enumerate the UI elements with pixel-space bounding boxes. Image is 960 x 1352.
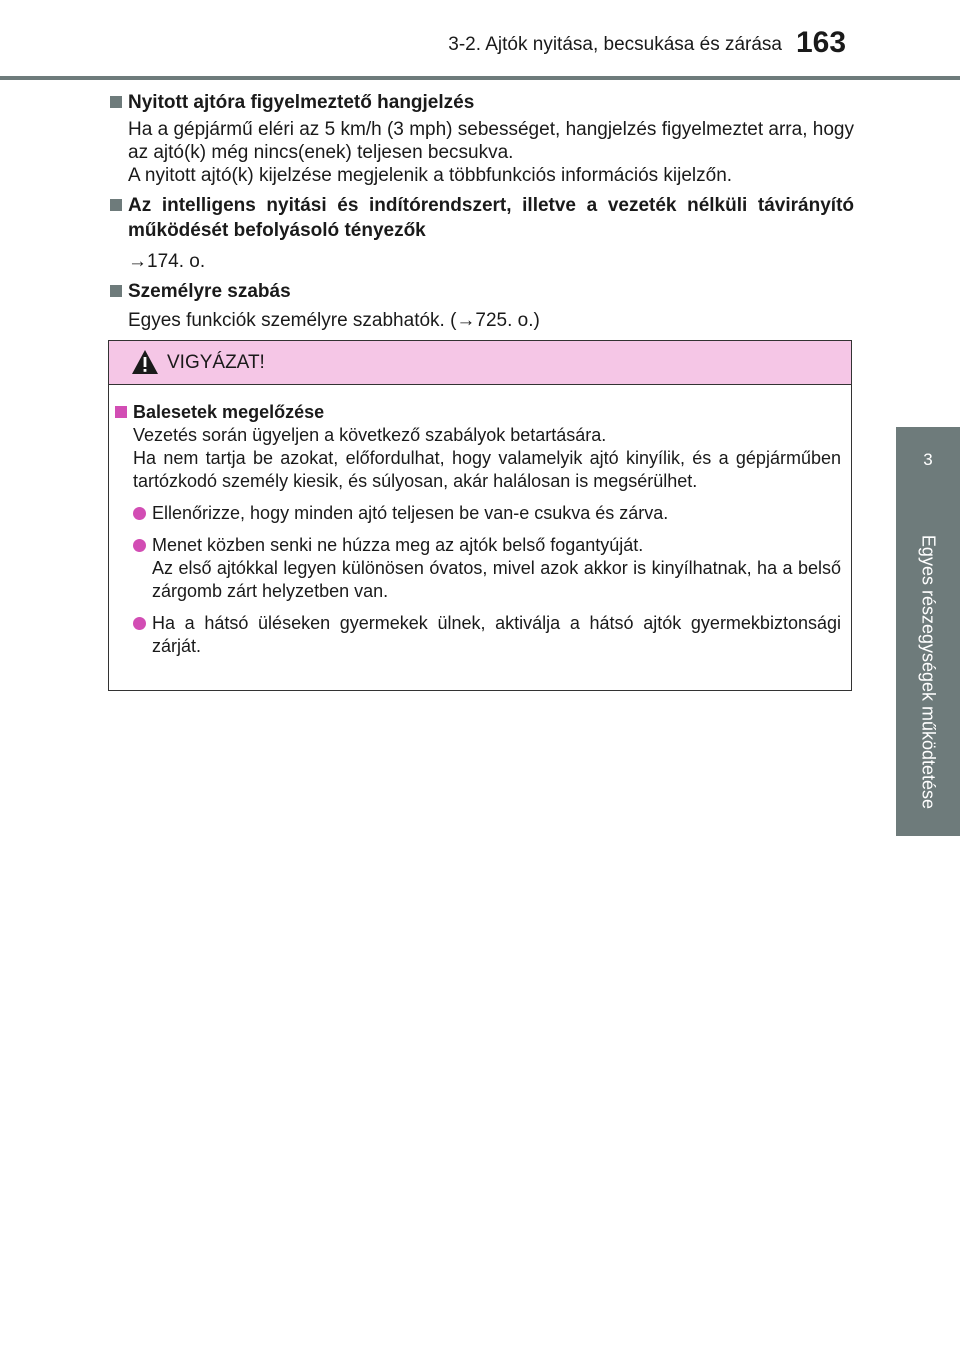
square-bullet-icon [110, 96, 122, 108]
page-number: 163 [796, 26, 847, 59]
paragraph: Egyes funkciók személyre szabhatók. (→725. o.) [128, 310, 540, 331]
round-bullet-icon [133, 539, 146, 552]
section-smart-entry [108, 193, 854, 273]
caution-header [109, 341, 851, 385]
paragraph: Vezetés során ügyeljen a következő szabályok betartására. [133, 425, 607, 445]
page-reference[interactable]: →174. o. [128, 251, 206, 272]
paragraph: Ha nem tartja be azokat, előfordulhat, hogy valamelyik ajtó kinyílik, és a gépjárműben tartózkodó személy kiesik, és súlyosan, akár halálosan is megsérülhet. [133, 448, 841, 491]
bullet-text: Az első ajtókkal legyen különösen óvatos, mivel azok akkor is kinyílhatnak, ha a belső zárgomb zárt helyzetben van. [152, 558, 841, 601]
chapter-side-label: Egyes részegységek működtetése [918, 534, 939, 810]
bullet-text: Ha a hátsó üléseken gyermekek ülnek, aktiválja a hátsó ajtók gyermekbiztonsági zárját. [152, 613, 841, 656]
square-bullet-icon [110, 285, 122, 297]
section-heading-text: Az intelligens nyitási és indítórendszert, illetve a vezeték nélküli távirányító működését befolyásoló tényezők [128, 195, 854, 241]
paragraph: A nyitott ajtó(k) kijelzése megjelenik a többfunkciós információs kijelzőn. [128, 165, 733, 186]
section-body [108, 250, 854, 273]
section-heading [108, 279, 854, 304]
square-bullet-icon [110, 199, 122, 211]
main-content [108, 90, 854, 338]
caution-heading [115, 400, 841, 424]
list-item [133, 534, 841, 603]
paragraph: Ha a gépjármű eléri az 5 km/h (3 mph) sebességet, hangjelzés figyelmeztet arra, hogy az ajtó(k) még nincs(enek) teljesen becsukva. [128, 119, 854, 163]
warning-triangle-icon [131, 349, 159, 375]
round-bullet-icon [133, 617, 146, 630]
caution-text [115, 424, 841, 658]
bullet-text-group [152, 534, 841, 603]
caution-heading-text: Balesetek megelőzése [133, 402, 325, 422]
bullet-text: Ellenőrizze, hogy minden ajtó teljesen be van-e csukva és zárva. [152, 503, 669, 523]
section-heading [108, 90, 854, 115]
section-customization [108, 279, 854, 332]
chapter-number: 3 [923, 450, 933, 469]
section-body [108, 118, 854, 187]
caution-body [109, 385, 851, 658]
section-heading-text: Személyre szabás [128, 281, 291, 302]
caution-box [108, 340, 852, 691]
header-divider [0, 76, 960, 80]
section-heading [108, 193, 854, 243]
bullet-text: Menet közben senki ne húzza meg az ajtók belső fogantyúját. [152, 535, 644, 555]
list-item [133, 612, 841, 658]
chapter-title: 3-2. Ajtók nyitása, becsukása és zárása [448, 34, 782, 55]
list-item [133, 502, 841, 525]
section-door-warning [108, 90, 854, 187]
round-bullet-icon [133, 507, 146, 520]
section-heading-text: Nyitott ajtóra figyelmeztető hangjelzés [128, 92, 475, 113]
caution-title: VIGYÁZAT! [167, 352, 265, 373]
square-bullet-icon [115, 406, 127, 418]
section-body [108, 309, 854, 332]
